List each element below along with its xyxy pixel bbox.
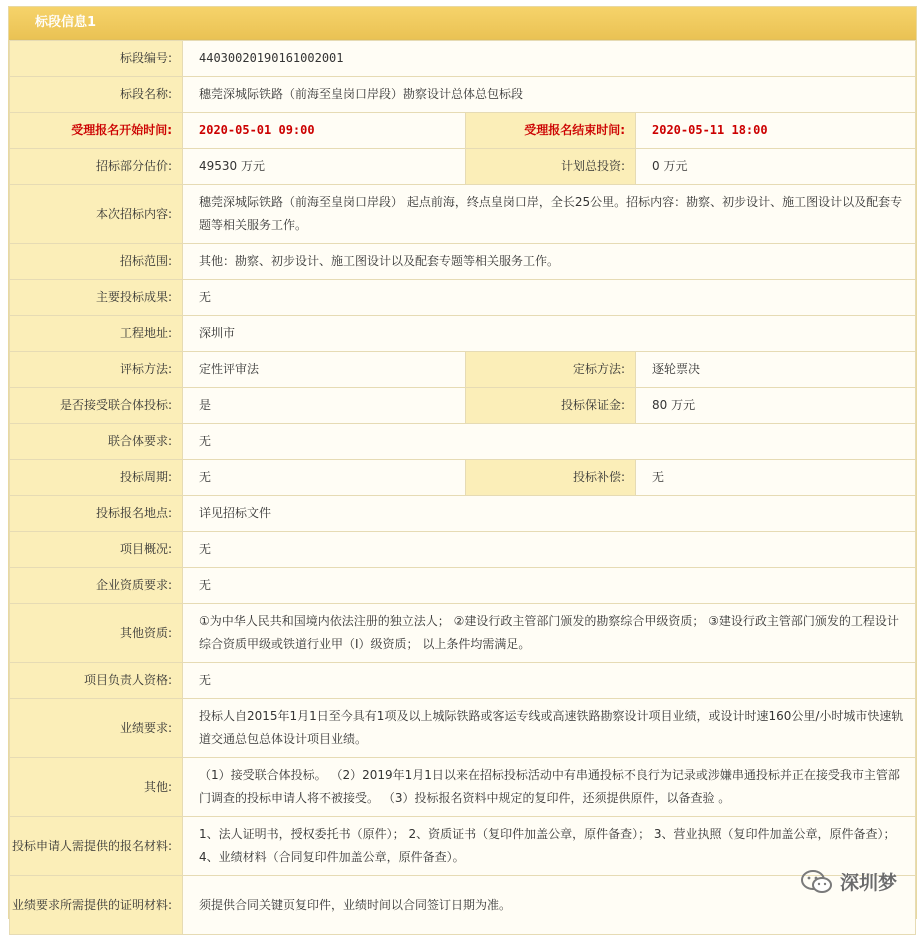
code-label: 标段编号: [10,41,183,77]
decide-method-label: 定标方法: [466,352,636,388]
bond-label: 投标保证金: [466,388,636,424]
content-value: 穗莞深城际铁路（前海至皇岗口岸段） 起点前海，终点皇岗口岸，全长25公里。招标内容：勘察、初步设计、施工图设计以及配套专题等相关服务工作。 [183,185,916,244]
other-value: （1）接受联合体投标。 （2）2019年1月1日以来在招标投标活动中有串通投标不良行为记录或涉嫌串通投标并正在接受我市主管部门调查的投标申请人将不被接受。 （3）投标报名资料中规定的复印件，还须提供原件，以备查验 。 [183,758,916,817]
invest-value: 0 万元 [636,149,916,185]
other-qual-label: 其他资质: [10,604,183,663]
other-label: 其他: [10,758,183,817]
decide-method-value: 逐轮票决 [636,352,916,388]
overview-value: 无 [183,532,916,568]
period-value: 无 [183,460,466,496]
section-title: 标段信息1 [9,7,916,40]
qual-label: 企业资质要求: [10,568,183,604]
materials-label: 投标申请人需提供的报名材料: [10,817,183,876]
content-label: 本次招标内容: [10,185,183,244]
wechat-icon [800,869,834,895]
address-value: 深圳市 [183,316,916,352]
perf-label: 业绩要求: [10,699,183,758]
address-label: 工程地址: [10,316,183,352]
start-time-label: 受理报名开始时间: [10,113,183,149]
union-value: 是 [183,388,466,424]
name-label: 标段名称: [10,77,183,113]
proof-label: 业绩要求所需提供的证明材料: [10,876,183,935]
result-value: 无 [183,280,916,316]
union-req-label: 联合体要求: [10,424,183,460]
end-time-label: 受理报名结束时间: [466,113,636,149]
perf-value: 投标人自2015年1月1日至今具有1项及以上城际铁路或客运专线或高速铁路勘察设计项目业绩，或设计时速160公里/小时城市快速轨道交通总包总体设计项目业绩。 [183,699,916,758]
other-qual-value: ①为中华人民共和国境内依法注册的独立法人； ②建设行政主管部门颁发的勘察综合甲级资质； ③建设行政主管部门颁发的工程设计综合资质甲级或铁道行业甲（Ⅰ）级资质； 以上条件均需满足。 [183,604,916,663]
qual-value: 无 [183,568,916,604]
place-value: 详见招标文件 [183,496,916,532]
start-time-value: 2020-05-01 09:00 [183,113,466,149]
compensation-value: 无 [636,460,916,496]
invest-label: 计划总投资: [466,149,636,185]
info-table [9,40,916,935]
materials-value: 1、法人证明书，授权委托书（原件）； 2、资质证书（复印件加盖公章，原件备查）； 3、营业执照（复印件加盖公章，原件备查）； 4、业绩材料（合同复印件加盖公章，原件备查）。 [183,817,916,876]
watermark [800,868,897,895]
union-label: 是否接受联合体投标: [10,388,183,424]
place-label: 投标报名地点: [10,496,183,532]
watermark-text: 深圳梦 [839,872,897,894]
bond-value: 80 万元 [636,388,916,424]
period-label: 投标周期: [10,460,183,496]
compensation-label: 投标补偿: [466,460,636,496]
union-req-value: 无 [183,424,916,460]
leader-value: 无 [183,663,916,699]
end-time-value: 2020-05-11 18:00 [636,113,916,149]
name-value: 穗莞深城际铁路（前海至皇岗口岸段）勘察设计总体总包标段 [183,77,916,113]
code-value: 440300201901610020​01 [183,41,916,77]
eval-method-label: 评标方法: [10,352,183,388]
estimate-label: 招标部分估价: [10,149,183,185]
eval-method-value: 定性评审法 [183,352,466,388]
scope-label: 招标范围: [10,244,183,280]
section-panel [8,6,917,919]
result-label: 主要投标成果: [10,280,183,316]
scope-value: 其他：勘察、初步设计、施工图设计以及配套专题等相关服务工作。 [183,244,916,280]
overview-label: 项目概况: [10,532,183,568]
estimate-value: 49530 万元 [183,149,466,185]
leader-label: 项目负责人资格: [10,663,183,699]
proof-value: 须提供合同关键页复印件，业绩时间以合同签订日期为准。 [183,876,916,935]
